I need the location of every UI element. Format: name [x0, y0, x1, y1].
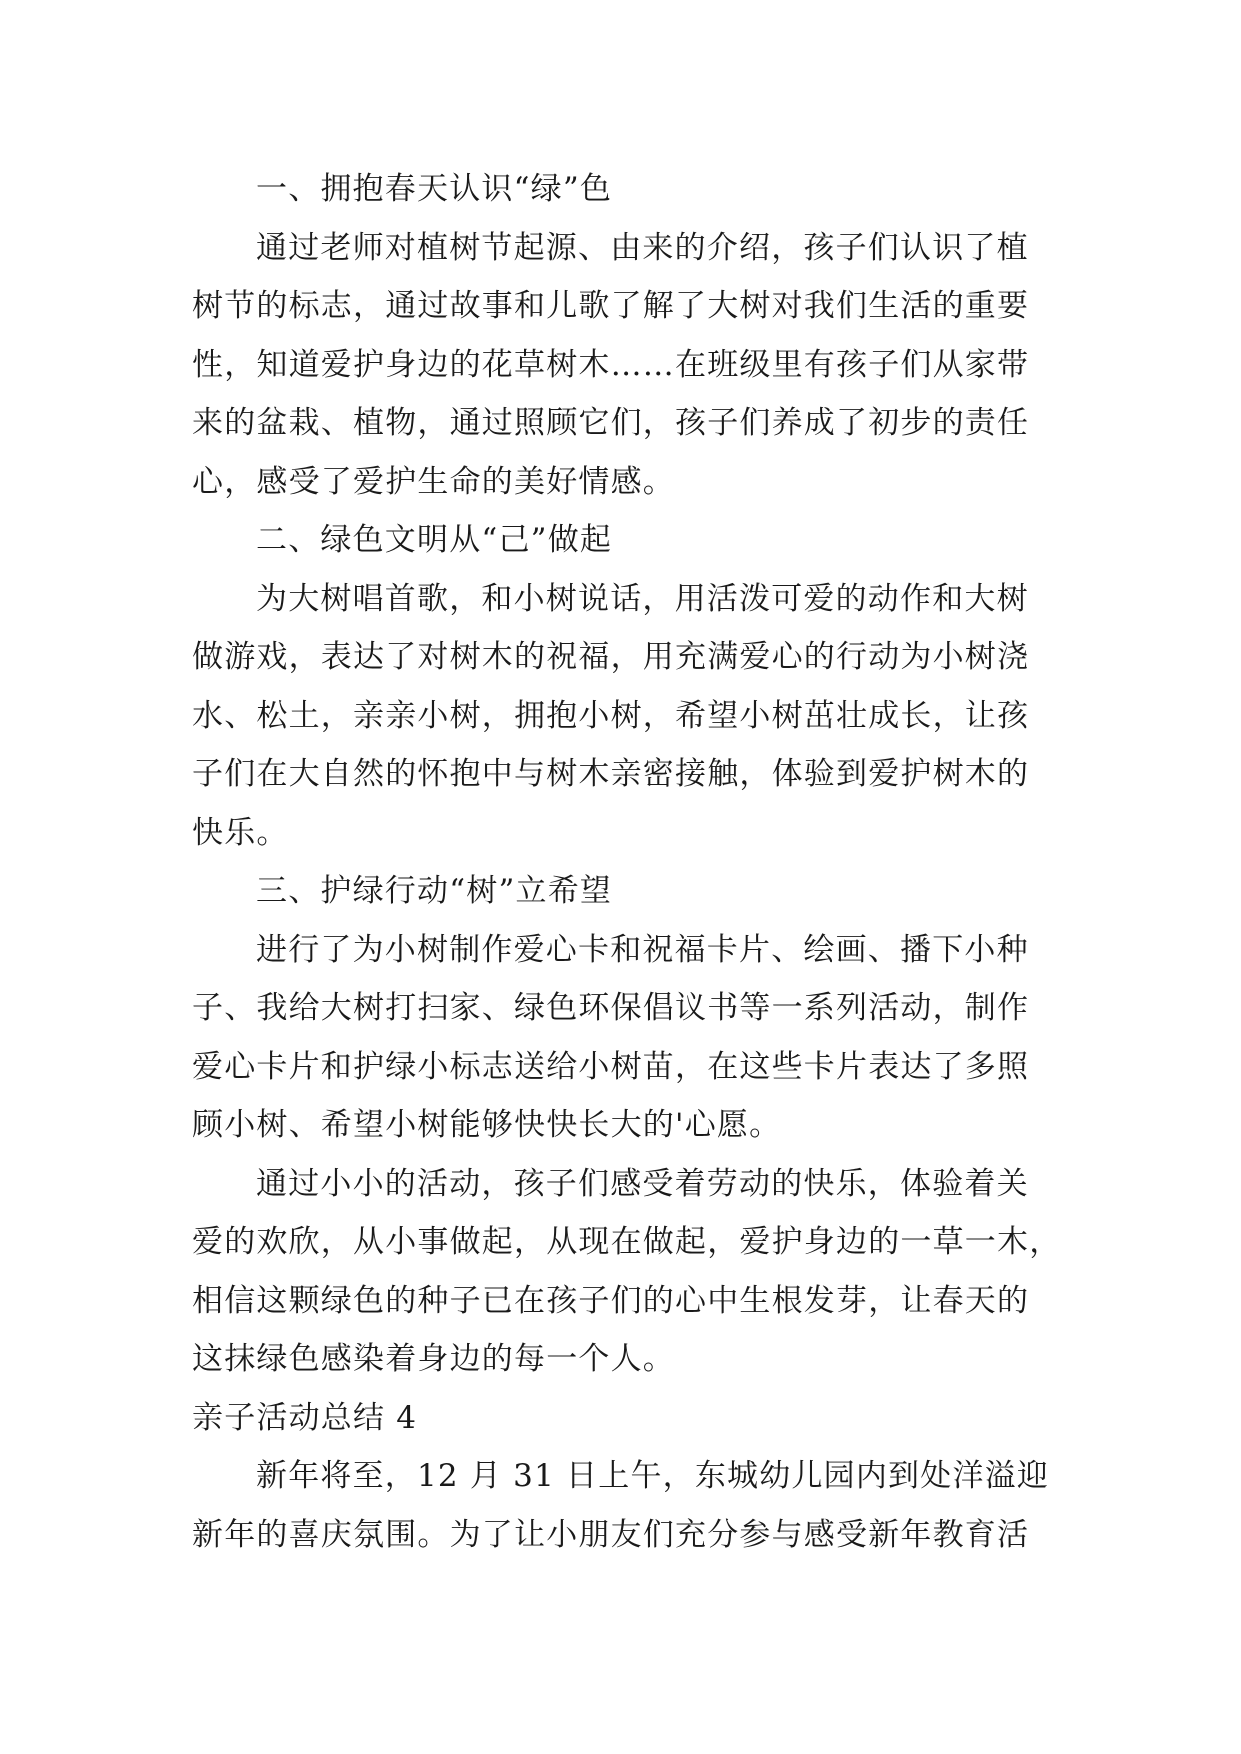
section-heading-1: 一、拥抱春天认识“绿”色: [256, 171, 613, 207]
paragraph-line: 顾小树、希望小树能够快快长大的'心愿。: [192, 1107, 782, 1143]
paragraph-line: 树节的标志，通过故事和儿歌了解了大树对我们生活的重要: [192, 288, 1030, 324]
paragraph-line: 爱心卡片和护绿小标志送给小树苗，在这些卡片表达了多照: [192, 1048, 1030, 1085]
paragraph-line: 子们在大自然的怀抱中与树木亲密接触，体验到爱护树木的: [192, 756, 1030, 792]
section-heading-2: 二、绿色文明从“己”做起: [256, 522, 613, 558]
paragraph-line: 快乐。: [192, 814, 289, 851]
section-heading-3: 三、护绿行动“树”立希望: [256, 873, 613, 909]
article-title: 亲子活动总结 4: [192, 1399, 418, 1436]
paragraph-line: 相信这颗绿色的种子已在孩子们的心中生根发芽，让春天的: [192, 1282, 1030, 1319]
paragraph-line: 心，感受了爱护生命的美好情感。: [192, 463, 675, 500]
paragraph-line: 做游戏，表达了对树木的祝福，用充满爱心的行动为小树浇: [192, 639, 1030, 675]
paragraph-line: 进行了为小树制作爱心卡和祝福卡片、绘画、播下小种: [256, 931, 1029, 968]
paragraph-line: 性，知道爱护身边的花草树木……在班级里有孩子们从家带: [192, 346, 1030, 383]
paragraph-line: 来的盆栽、植物，通过照顾它们，孩子们养成了初步的责任: [192, 405, 1030, 441]
paragraph-line: 新年将至，12 月 31 日上午，东城幼儿园内到处洋溢迎: [256, 1458, 1050, 1494]
document-body: [192, 160, 1062, 1564]
paragraph-line: 这抹绿色感染着身边的每一个人。: [192, 1341, 675, 1377]
paragraph-line: 新年的喜庆氛围。为了让小朋友们充分参与感受新年教育活: [192, 1516, 1030, 1553]
paragraph-line: 通过小小的活动，孩子们感受着劳动的快乐，体验着关: [256, 1165, 1029, 1202]
paragraph-line: 子、我给大树打扫家、绿色环保倡议书等一系列活动，制作: [192, 990, 1030, 1026]
paragraph-line: 爱的欢欣，从小事做起，从现在做起，爱护身边的一草一木，: [192, 1224, 1062, 1260]
paragraph-line: 通过老师对植树节起源、由来的介绍，孩子们认识了植: [256, 229, 1029, 266]
paragraph-line: 水、松土，亲亲小树，拥抱小树，希望小树茁壮成长，让孩: [192, 697, 1030, 734]
paragraph-line: 为大树唱首歌，和小树说话，用活泼可爱的动作和大树: [256, 580, 1029, 617]
